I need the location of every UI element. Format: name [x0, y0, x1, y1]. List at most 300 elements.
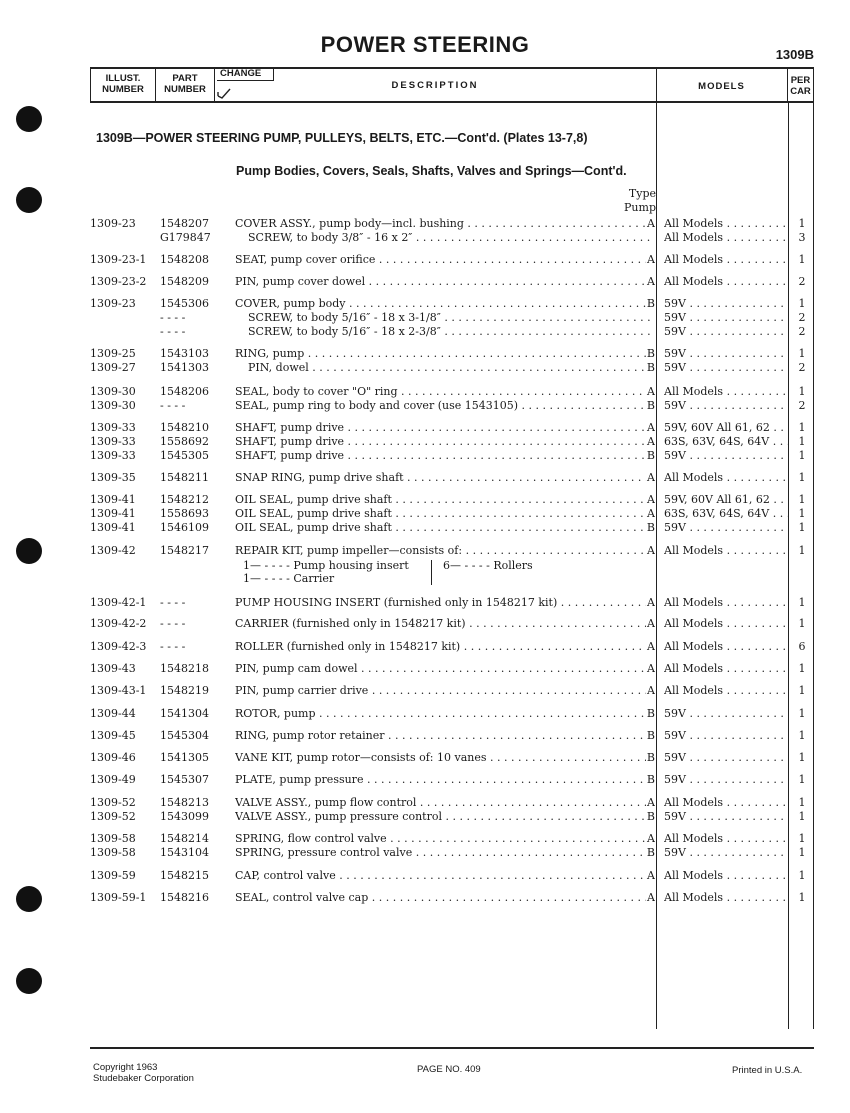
part-number: 1548211 — [160, 471, 209, 484]
models-text: 59V . . . — [664, 707, 788, 721]
description-text: PIN, dowel . . . — [248, 361, 646, 375]
models — [664, 399, 788, 413]
table-row — [0, 297, 850, 311]
models — [664, 493, 788, 507]
description-text: SEAL, control valve cap . . . — [235, 891, 646, 905]
models-text: 59V . . . — [664, 729, 788, 743]
description-text: PLATE, pump pressure . . . — [235, 773, 646, 787]
pump-type: A — [647, 796, 655, 809]
illust-number: 1309-41 — [90, 493, 136, 506]
models-text: 59V . . . — [664, 325, 788, 339]
models-text: All Models . . . — [664, 796, 788, 810]
illust-number: 1309-49 — [90, 773, 136, 786]
per-car-qty: 1 — [798, 253, 806, 266]
illust-number: 1309-46 — [90, 751, 136, 764]
table-row — [0, 869, 850, 883]
table-row — [0, 435, 850, 449]
per-car-qty: 1 — [798, 707, 806, 720]
description-text: VALVE ASSY., pump flow control . . . — [235, 796, 646, 810]
description — [235, 751, 655, 765]
models-text: 59V . . . — [664, 311, 788, 325]
models-text: 59V . . . — [664, 347, 788, 361]
description — [235, 544, 655, 558]
table-row — [0, 471, 850, 485]
binder-hole — [16, 106, 42, 132]
illust-number: 1309-41 — [90, 507, 136, 520]
table-row — [0, 596, 850, 610]
table-row — [0, 399, 850, 413]
header-description: DESCRIPTION — [391, 80, 479, 91]
description — [235, 399, 655, 413]
per-car-qty: 2 — [798, 325, 806, 338]
header-change: CHANGE — [217, 68, 274, 81]
models-text: All Models . . . — [664, 231, 788, 245]
pump-type: A — [647, 275, 655, 288]
part-number: 1541305 — [160, 751, 209, 764]
models — [664, 253, 788, 267]
description-text: ROLLER (furnished only in 1548217 kit) . . . — [235, 640, 646, 654]
per-car-qty: 1 — [798, 347, 806, 360]
part-number: 1548206 — [160, 385, 209, 398]
illust-number: 1309-52 — [90, 796, 136, 809]
models-text: 59V . . . — [664, 846, 788, 860]
header-models: MODELS — [698, 81, 745, 92]
models — [664, 275, 788, 289]
models — [664, 729, 788, 743]
models-text: All Models . . . — [664, 253, 788, 267]
pump-type: B — [646, 846, 655, 859]
pump-type: A — [647, 435, 655, 448]
illust-number: 1309-45 — [90, 729, 136, 742]
pump-type: B — [646, 729, 655, 742]
table-row — [0, 231, 850, 245]
models-text: 59V, 60V All 61, 62 . . . — [664, 493, 788, 507]
per-car-qty: 1 — [798, 810, 806, 823]
kit-item-carrier: 1— - - - - Carrier — [243, 572, 335, 585]
models — [664, 891, 788, 905]
illust-number: 1309-42-2 — [90, 617, 147, 630]
models — [664, 810, 788, 824]
table-row — [0, 421, 850, 435]
pump-type: A — [647, 832, 655, 845]
section-title: 1309B—POWER STEERING PUMP, PULLEYS, BELTS, ETC.—Cont'd. (Plates 13-7,8) — [96, 131, 588, 145]
models — [664, 231, 788, 245]
models-text: All Models . . . — [664, 640, 788, 654]
description-text: CARRIER (furnished only in 1548217 kit) . . . — [235, 617, 646, 631]
description-text: REPAIR KIT, pump impeller—consists of: . . . — [235, 544, 646, 558]
models — [664, 325, 788, 339]
models-text: 59V . . . — [664, 399, 788, 413]
pump-type: A — [647, 471, 655, 484]
pump-type: A — [647, 640, 655, 653]
models-text: 59V . . . — [664, 773, 788, 787]
models — [664, 707, 788, 721]
illust-number: 1309-23-1 — [90, 253, 147, 266]
models — [664, 846, 788, 860]
illust-number: 1309-59 — [90, 869, 136, 882]
per-car-qty: 2 — [798, 361, 806, 374]
models — [664, 640, 788, 654]
description-text: SPRING, flow control valve . . . — [235, 832, 646, 846]
description — [235, 773, 655, 787]
table-row — [0, 751, 850, 765]
kit-divider — [431, 560, 432, 585]
description-text: VANE KIT, pump rotor—consists of: 10 vanes . . . — [235, 751, 646, 765]
table-row — [0, 275, 850, 289]
illust-number: 1309-27 — [90, 361, 136, 374]
models-text: All Models . . . — [664, 385, 788, 399]
part-number: 1548208 — [160, 253, 209, 266]
description — [235, 449, 655, 463]
table-row — [0, 493, 850, 507]
description — [235, 421, 655, 435]
illust-number: 1309-33 — [90, 435, 136, 448]
models-text: 63S, 63V, 64S, 64V . . . — [664, 435, 788, 449]
description-text: COVER ASSY., pump body—incl. bushing . . . — [235, 217, 646, 231]
models — [664, 544, 788, 558]
per-car-qty: 1 — [798, 421, 806, 434]
models — [664, 421, 788, 435]
part-number: 1546109 — [160, 521, 209, 534]
per-car-qty: 1 — [798, 471, 806, 484]
description — [235, 684, 655, 698]
part-number: 1543103 — [160, 347, 209, 360]
description-text: SEAL, body to cover "O" ring . . . — [235, 385, 646, 399]
models — [664, 347, 788, 361]
table-row — [0, 385, 850, 399]
description — [235, 810, 655, 824]
illust-number: 1309-35 — [90, 471, 136, 484]
models-text: 59V . . . — [664, 449, 788, 463]
per-car-qty: 3 — [798, 231, 806, 244]
description-text: OIL SEAL, pump drive shaft . . . — [235, 493, 646, 507]
part-number: 1545306 — [160, 297, 209, 310]
models-text: 59V . . . — [664, 361, 788, 375]
illust-number: 1309-44 — [90, 707, 136, 720]
pump-type: B — [646, 521, 655, 534]
illust-number: 1309-42-3 — [90, 640, 147, 653]
description — [235, 617, 655, 631]
per-car-qty: 1 — [798, 662, 806, 675]
kit-contents-left — [243, 559, 409, 585]
description — [235, 297, 655, 311]
description-text: SHAFT, pump drive . . . — [235, 449, 646, 463]
models-text: All Models . . . — [664, 217, 788, 231]
description-text: PIN, pump cam dowel . . . — [235, 662, 646, 676]
pump-type: A — [647, 493, 655, 506]
illust-number: 1309-33 — [90, 449, 136, 462]
header-part-number: PART NUMBER — [164, 73, 206, 95]
models — [664, 471, 788, 485]
illust-number: 1309-25 — [90, 347, 136, 360]
part-number: 1541303 — [160, 361, 209, 374]
part-number: 1545307 — [160, 773, 209, 786]
per-car-qty: 1 — [798, 297, 806, 310]
models-text: 59V . . . — [664, 297, 788, 311]
table-row — [0, 773, 850, 787]
description — [248, 311, 655, 325]
per-car-qty: 1 — [798, 596, 806, 609]
pump-type — [654, 231, 655, 245]
models — [664, 385, 788, 399]
header-top-rule — [90, 67, 814, 69]
part-number: 1548215 — [160, 869, 209, 882]
models — [664, 832, 788, 846]
models-text: 59V . . . — [664, 810, 788, 824]
part-number: 1541304 — [160, 707, 209, 720]
pump-type: A — [647, 684, 655, 697]
models — [664, 773, 788, 787]
pump-type: A — [647, 596, 655, 609]
per-car-qty: 1 — [798, 435, 806, 448]
description-text: RING, pump rotor retainer . . . — [235, 729, 646, 743]
models-text: All Models . . . — [664, 275, 788, 289]
models-text: All Models . . . — [664, 662, 788, 676]
description — [235, 796, 655, 810]
binder-hole — [16, 968, 42, 994]
part-number: 1548217 — [160, 544, 209, 557]
table-row — [0, 617, 850, 631]
printed-in: Printed in U.S.A. — [732, 1065, 803, 1076]
per-car-qty: 1 — [798, 449, 806, 462]
footer-rule — [90, 1047, 814, 1049]
models-text: All Models . . . — [664, 684, 788, 698]
per-car-qty: 1 — [798, 891, 806, 904]
description-text: ROTOR, pump . . . — [235, 707, 646, 721]
part-number: 1543104 — [160, 846, 209, 859]
illust-number: 1309-58 — [90, 832, 136, 845]
pump-type: A — [647, 421, 655, 434]
pump-type — [654, 311, 655, 325]
pump-type: A — [647, 662, 655, 675]
per-car-qty: 1 — [798, 773, 806, 786]
description — [235, 832, 655, 846]
per-car-qty: 1 — [798, 729, 806, 742]
page-title: POWER STEERING — [320, 32, 530, 57]
subsection-title: Pump Bodies, Covers, Seals, Shafts, Valves and Springs—Cont'd. — [236, 164, 627, 178]
pump-type: B — [646, 773, 655, 786]
description — [235, 435, 655, 449]
pump-type: A — [647, 891, 655, 904]
table-row — [0, 891, 850, 905]
description-text: PIN, pump carrier drive . . . — [235, 684, 646, 698]
illust-number: 1309-52 — [90, 810, 136, 823]
table-row — [0, 707, 850, 721]
part-number: 1548213 — [160, 796, 209, 809]
description-text: SNAP RING, pump drive shaft . . . — [235, 471, 646, 485]
description-text: SCREW, to body 3/8″ - 16 x 2″ . . . — [248, 231, 654, 245]
part-number: 1548214 — [160, 832, 209, 845]
models-text: 59V, 60V All 61, 62 . . . — [664, 421, 788, 435]
pump-type: B — [646, 297, 655, 310]
table-row — [0, 796, 850, 810]
description-text: PUMP HOUSING INSERT (furnished only in 1548217 kit) . . . — [235, 596, 646, 610]
per-car-qty: 1 — [798, 507, 806, 520]
table-row — [0, 684, 850, 698]
part-number: - - - - — [160, 596, 186, 609]
per-car-qty: 1 — [798, 493, 806, 506]
models-text: All Models . . . — [664, 832, 788, 846]
models — [664, 596, 788, 610]
per-car-qty: 1 — [798, 385, 806, 398]
table-row — [0, 361, 850, 375]
part-number: - - - - — [160, 311, 186, 324]
pump-type: B — [646, 449, 655, 462]
models — [664, 521, 788, 535]
part-number: 1548212 — [160, 493, 209, 506]
per-car-qty: 1 — [798, 217, 806, 230]
table-row — [0, 810, 850, 824]
illust-number: 1309-43-1 — [90, 684, 147, 697]
part-number: 1545304 — [160, 729, 209, 742]
description — [235, 640, 655, 654]
page-number: PAGE NO. 409 — [417, 1064, 481, 1075]
description — [235, 869, 655, 883]
description — [235, 729, 655, 743]
illust-number: 1309-41 — [90, 521, 136, 534]
description — [235, 253, 655, 267]
models-text: All Models . . . — [664, 544, 788, 558]
models-text: All Models . . . — [664, 869, 788, 883]
part-number: 1548209 — [160, 275, 209, 288]
illust-number: 1309-23 — [90, 217, 136, 230]
illust-number: 1309-42-1 — [90, 596, 147, 609]
table-row — [0, 311, 850, 325]
illust-number: 1309-33 — [90, 421, 136, 434]
pump-type: B — [646, 361, 655, 374]
description — [248, 361, 655, 375]
models — [664, 796, 788, 810]
description — [235, 347, 655, 361]
illust-number: 1309-23-2 — [90, 275, 147, 288]
per-car-qty: 1 — [798, 684, 806, 697]
table-row — [0, 832, 850, 846]
type-pump-header: Type Pump — [624, 187, 656, 214]
pump-type: B — [646, 751, 655, 764]
description — [235, 385, 655, 399]
pump-type: B — [646, 347, 655, 360]
header-per-car: PER CAR — [790, 75, 811, 97]
description-text: SHAFT, pump drive . . . — [235, 421, 646, 435]
models — [664, 507, 788, 521]
description-text: SEAT, pump cover orifice . . . — [235, 253, 646, 267]
description-text: SCREW, to body 5/16″ - 18 x 2-3/8″ . . . — [248, 325, 654, 339]
description — [235, 891, 655, 905]
description-text: VALVE ASSY., pump pressure control . . . — [235, 810, 646, 824]
description-text: SHAFT, pump drive . . . — [235, 435, 646, 449]
illust-number: 1309-23 — [90, 297, 136, 310]
models — [664, 869, 788, 883]
description-text: CAP, control valve . . . — [235, 869, 646, 883]
illust-number: 1309-30 — [90, 385, 136, 398]
table-row — [0, 846, 850, 860]
description — [235, 493, 655, 507]
pump-type: B — [646, 399, 655, 412]
description — [235, 596, 655, 610]
table-row — [0, 662, 850, 676]
pump-type: B — [646, 707, 655, 720]
header-bottom-rule — [90, 101, 814, 103]
table-row — [0, 521, 850, 535]
per-car-qty: 6 — [798, 640, 806, 653]
table-row — [0, 507, 850, 521]
table-row — [0, 253, 850, 267]
pump-type: A — [647, 385, 655, 398]
per-car-qty: 1 — [798, 846, 806, 859]
part-number: - - - - — [160, 399, 186, 412]
part-number: 1543099 — [160, 810, 209, 823]
description-text: COVER, pump body . . . — [235, 297, 646, 311]
table-row — [0, 217, 850, 231]
models — [664, 662, 788, 676]
models-text: 63S, 63V, 64S, 64V . . . — [664, 507, 788, 521]
per-car-qty: 1 — [798, 617, 806, 630]
description — [235, 217, 655, 231]
models — [664, 217, 788, 231]
binder-hole — [16, 187, 42, 213]
part-number: - - - - — [160, 325, 186, 338]
table-row — [0, 640, 850, 654]
part-number: G179847 — [160, 231, 211, 244]
illust-number: 1309-42 — [90, 544, 136, 557]
description — [248, 231, 655, 245]
description — [235, 507, 655, 521]
pump-type — [654, 325, 655, 339]
description — [235, 275, 655, 289]
description — [235, 846, 655, 860]
pump-type: A — [647, 507, 655, 520]
part-number: 1548219 — [160, 684, 209, 697]
models — [664, 449, 788, 463]
table-row — [0, 729, 850, 743]
part-number: 1558693 — [160, 507, 209, 520]
models-text: 59V . . . — [664, 751, 788, 765]
pump-type: A — [647, 869, 655, 882]
pump-type: A — [647, 217, 655, 230]
description-text: SPRING, pressure control valve . . . — [235, 846, 646, 860]
illust-number: 1309-43 — [90, 662, 136, 675]
part-number: 1545305 — [160, 449, 209, 462]
description-text: OIL SEAL, pump drive shaft . . . — [235, 507, 646, 521]
models-text: All Models . . . — [664, 891, 788, 905]
models — [664, 684, 788, 698]
per-car-qty: 2 — [798, 399, 806, 412]
models-text: All Models . . . — [664, 471, 788, 485]
models — [664, 361, 788, 375]
per-car-qty: 1 — [798, 832, 806, 845]
per-car-qty: 1 — [798, 869, 806, 882]
description — [235, 662, 655, 676]
per-car-qty: 1 — [798, 521, 806, 534]
per-car-qty: 1 — [798, 751, 806, 764]
models — [664, 751, 788, 765]
kit-item-rollers: 6— - - - - Rollers — [443, 559, 533, 572]
description — [235, 471, 655, 485]
part-number: 1548210 — [160, 421, 209, 434]
part-number: - - - - — [160, 617, 186, 630]
section-number: 1309B — [775, 47, 814, 62]
pump-type: A — [647, 544, 655, 557]
per-car-qty: 1 — [798, 544, 806, 557]
part-number: 1558692 — [160, 435, 209, 448]
illust-number: 1309-58 — [90, 846, 136, 859]
models-text: All Models . . . — [664, 596, 788, 610]
description — [248, 325, 655, 339]
per-car-qty: 2 — [798, 311, 806, 324]
models — [664, 617, 788, 631]
copyright: Copyright 1963 Studebaker Corporation — [93, 1062, 194, 1084]
part-number: 1548207 — [160, 217, 209, 230]
